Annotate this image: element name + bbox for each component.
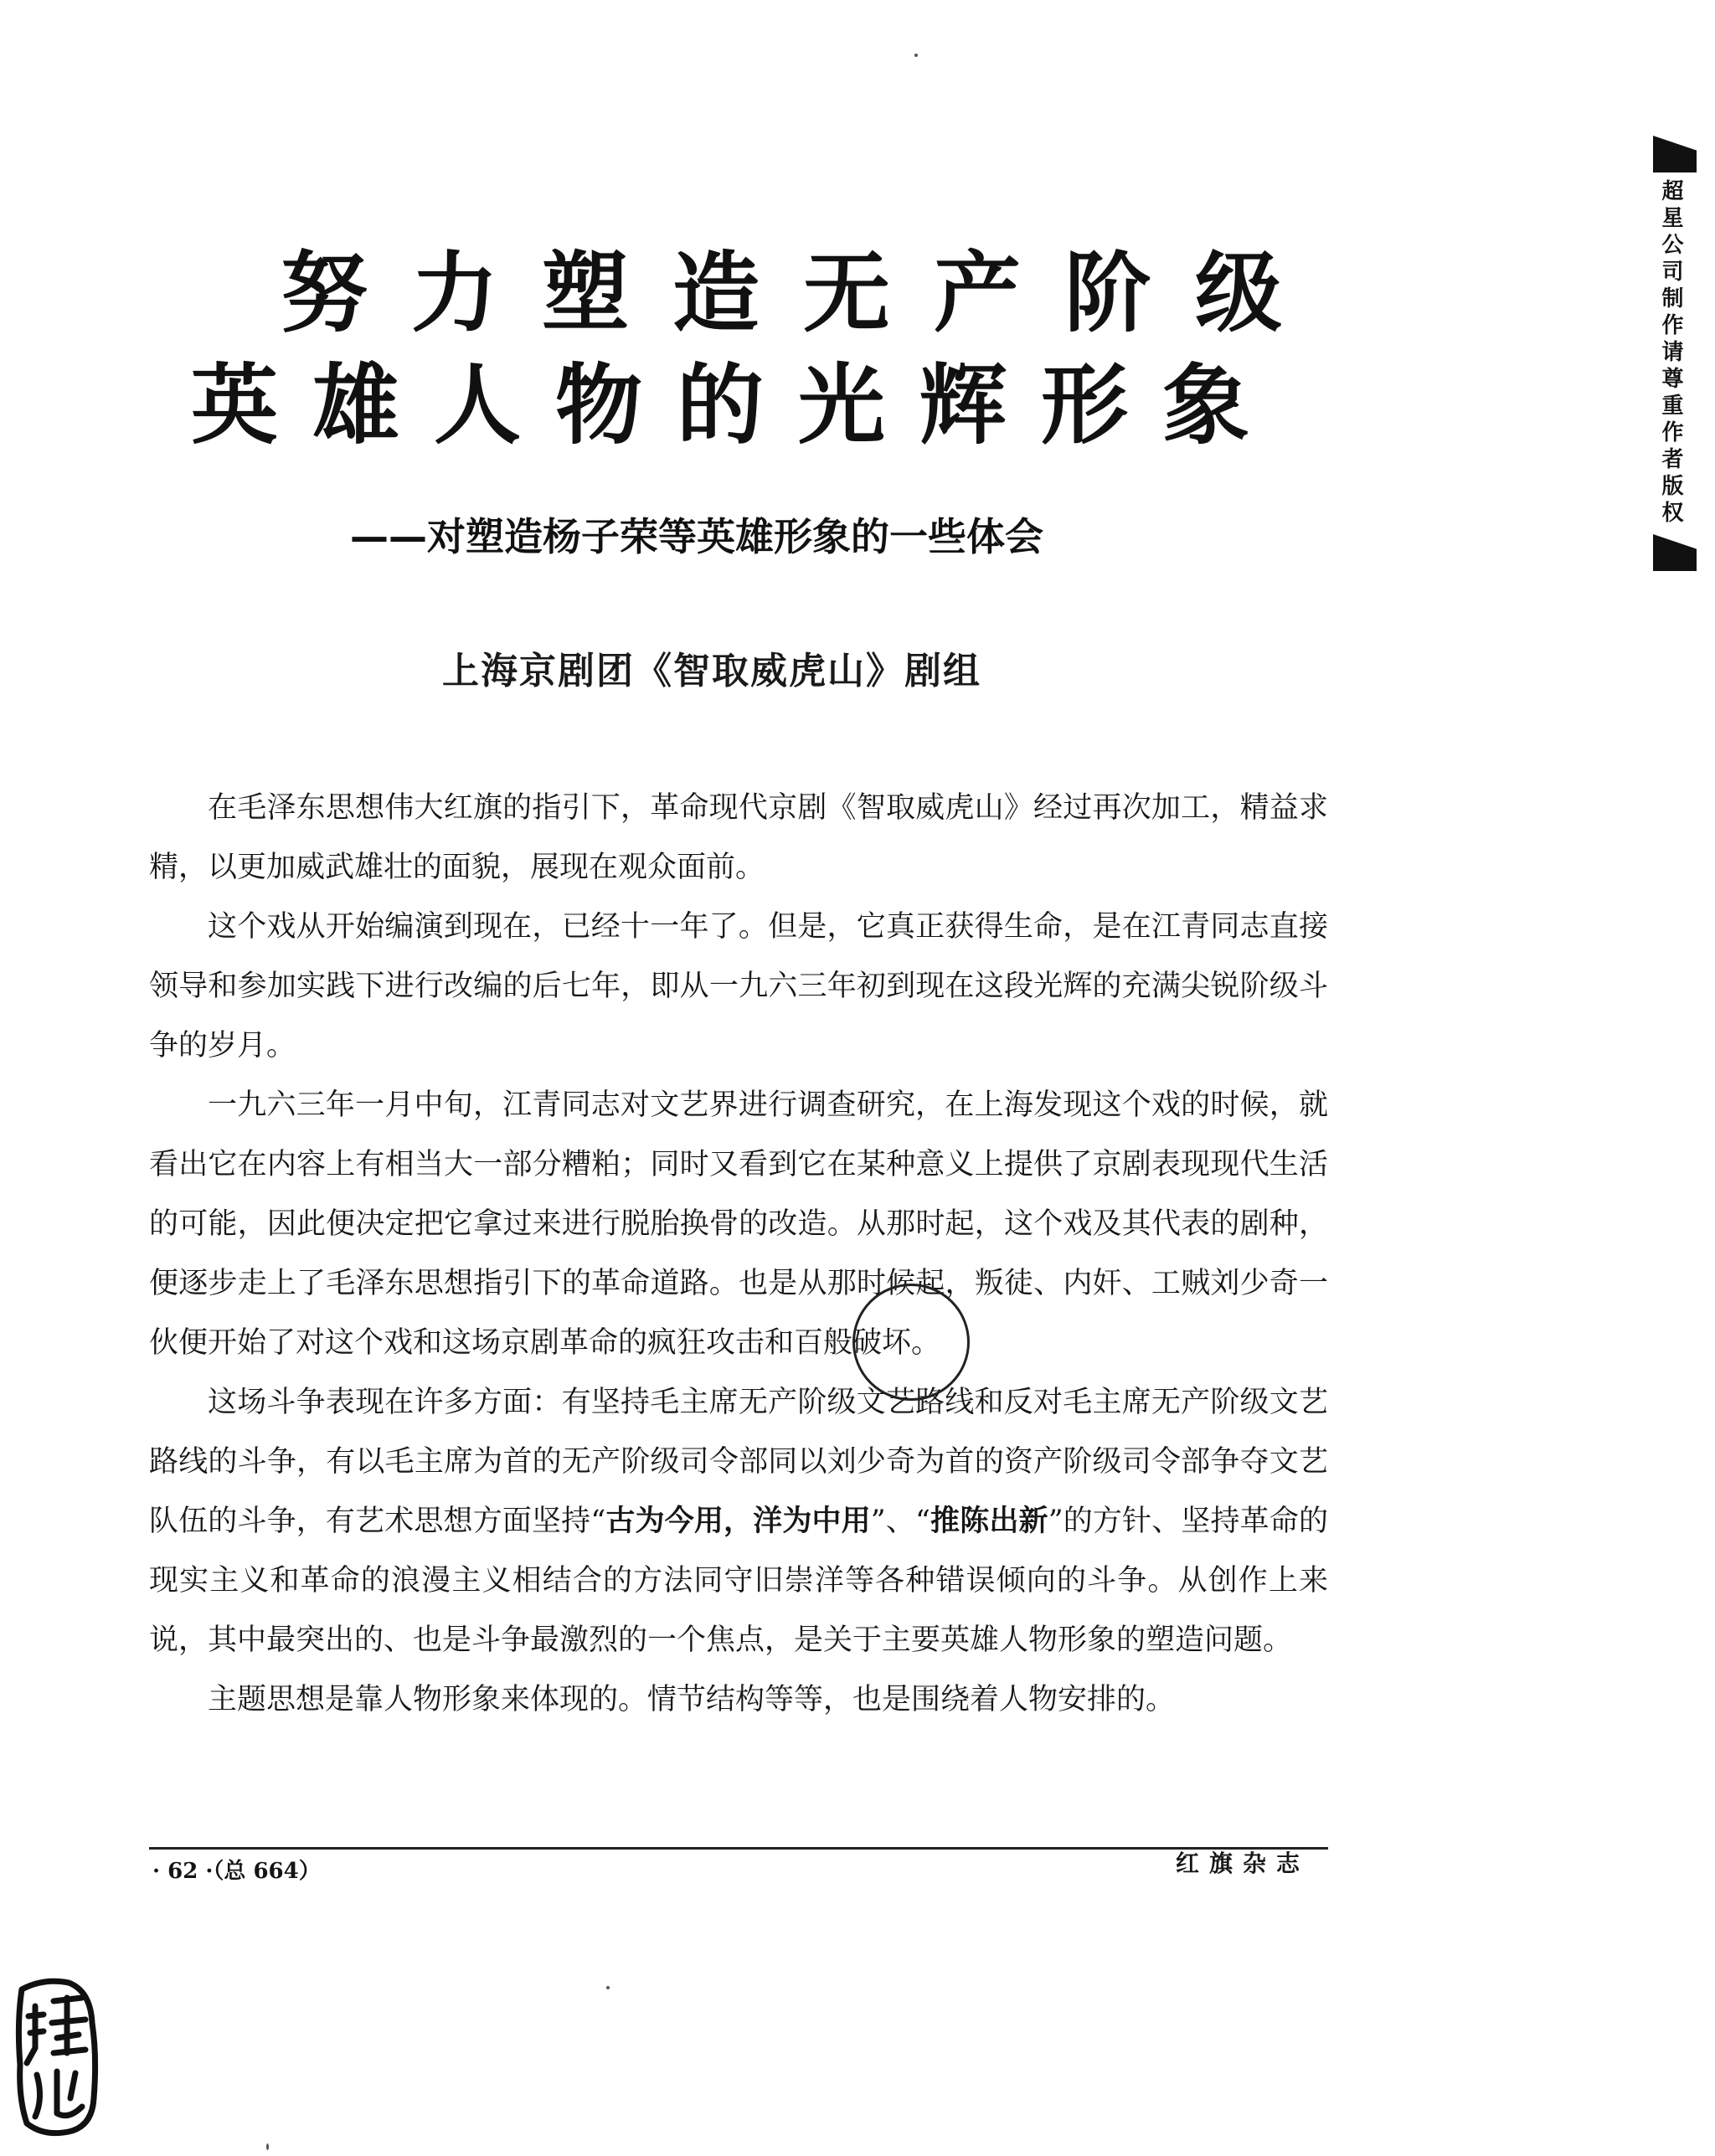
- footer-rule: [149, 1847, 1328, 1850]
- emphasis-slogan-2: 推陈出新: [930, 1505, 1048, 1538]
- journal-name: 红旗杂志: [1176, 1850, 1311, 1877]
- paragraph-3: 一九六三年一月中旬，江青同志对文艺界进行调查研究，在上海发现这个戏的时候，就看出它在内容上有相当大一部分糟粕；同时又看到它在某种意义上提供了京剧表现现代生活的可能，因此便决定把它拿过来进行脱胎换骨的改造。从那时起，这个戏及其代表的剧种，便逐步走上了毛泽东思想指引下的革命道路。也是从那时候起，叛徒、内奸、工贼刘少奇一伙便开始了对这个戏和这场京剧革命的疯狂攻击和百般破坏。: [149, 1088, 1328, 1360]
- notice-text: 超星公司制作请尊重作者版权: [1658, 179, 1683, 527]
- notice-bar-top: [1653, 136, 1697, 172]
- article-body: [149, 779, 1328, 1730]
- paragraph-4: [149, 1373, 1328, 1670]
- scan-speck: [914, 54, 918, 57]
- emphasis-slogan-1: 古为今用，洋为中用: [605, 1505, 871, 1538]
- title-line-2: 英雄人物的光辉形象: [191, 354, 1285, 456]
- paragraph-4-part-3: ”的方针、坚持革命的现实主义和革命的浪漫主义相结合的方法同守旧崇洋等各种错误倾向的斗争。从创作上来说，其中最突出的、也是斗争最激烈的一个焦点，是关于主要英雄人物形象的塑造问题。: [149, 1505, 1328, 1657]
- title-line-1: 努力塑造无产阶级: [281, 242, 1326, 344]
- side-copyright-notice: [1651, 136, 1698, 571]
- scan-speck: [606, 1986, 610, 1989]
- paragraph-4-part-2: ”、“: [870, 1505, 930, 1538]
- pen-circle-annotation: [852, 1284, 970, 1401]
- subtitle: ——对塑造杨子荣等英雄形象的一些体会: [350, 514, 1043, 559]
- paragraph-1: 在毛泽东思想伟大红旗的指引下，革命现代京剧《智取威虎山》经过再次加工，精益求精，以更加威武雄壮的面貌，展现在观众面前。: [149, 791, 1328, 884]
- page-number: · 62 ·（总 664）: [152, 1859, 321, 1884]
- stamp-seal-icon: [10, 1973, 104, 2140]
- author-byline: 上海京剧团《智取威虎山》剧组: [442, 650, 981, 692]
- paragraph-2: 这个戏从开始编演到现在，已经十一年了。但是，它真正获得生命，是在江青同志直接领导和参加实践下进行改编的后七年，即从一九六三年初到现在这段光辉的充满尖锐阶级斗争的岁月。: [149, 910, 1328, 1063]
- notice-bar-bottom: [1653, 534, 1697, 571]
- paragraph-4-part-1: 这场斗争表现在许多方面：有坚持毛主席无产阶级文艺路线和反对毛主席无产阶级文艺路线的斗争，有以毛主席为首的无产阶级司令部同以刘少奇为首的资产阶级司令部争夺文艺队伍的斗争，有艺术思想方面坚持“: [149, 1386, 1328, 1538]
- paragraph-5: 主题思想是靠人物形象来体现的。情节结构等等，也是围绕着人物安排的。: [208, 1683, 1176, 1716]
- scan-speck: [266, 2143, 269, 2150]
